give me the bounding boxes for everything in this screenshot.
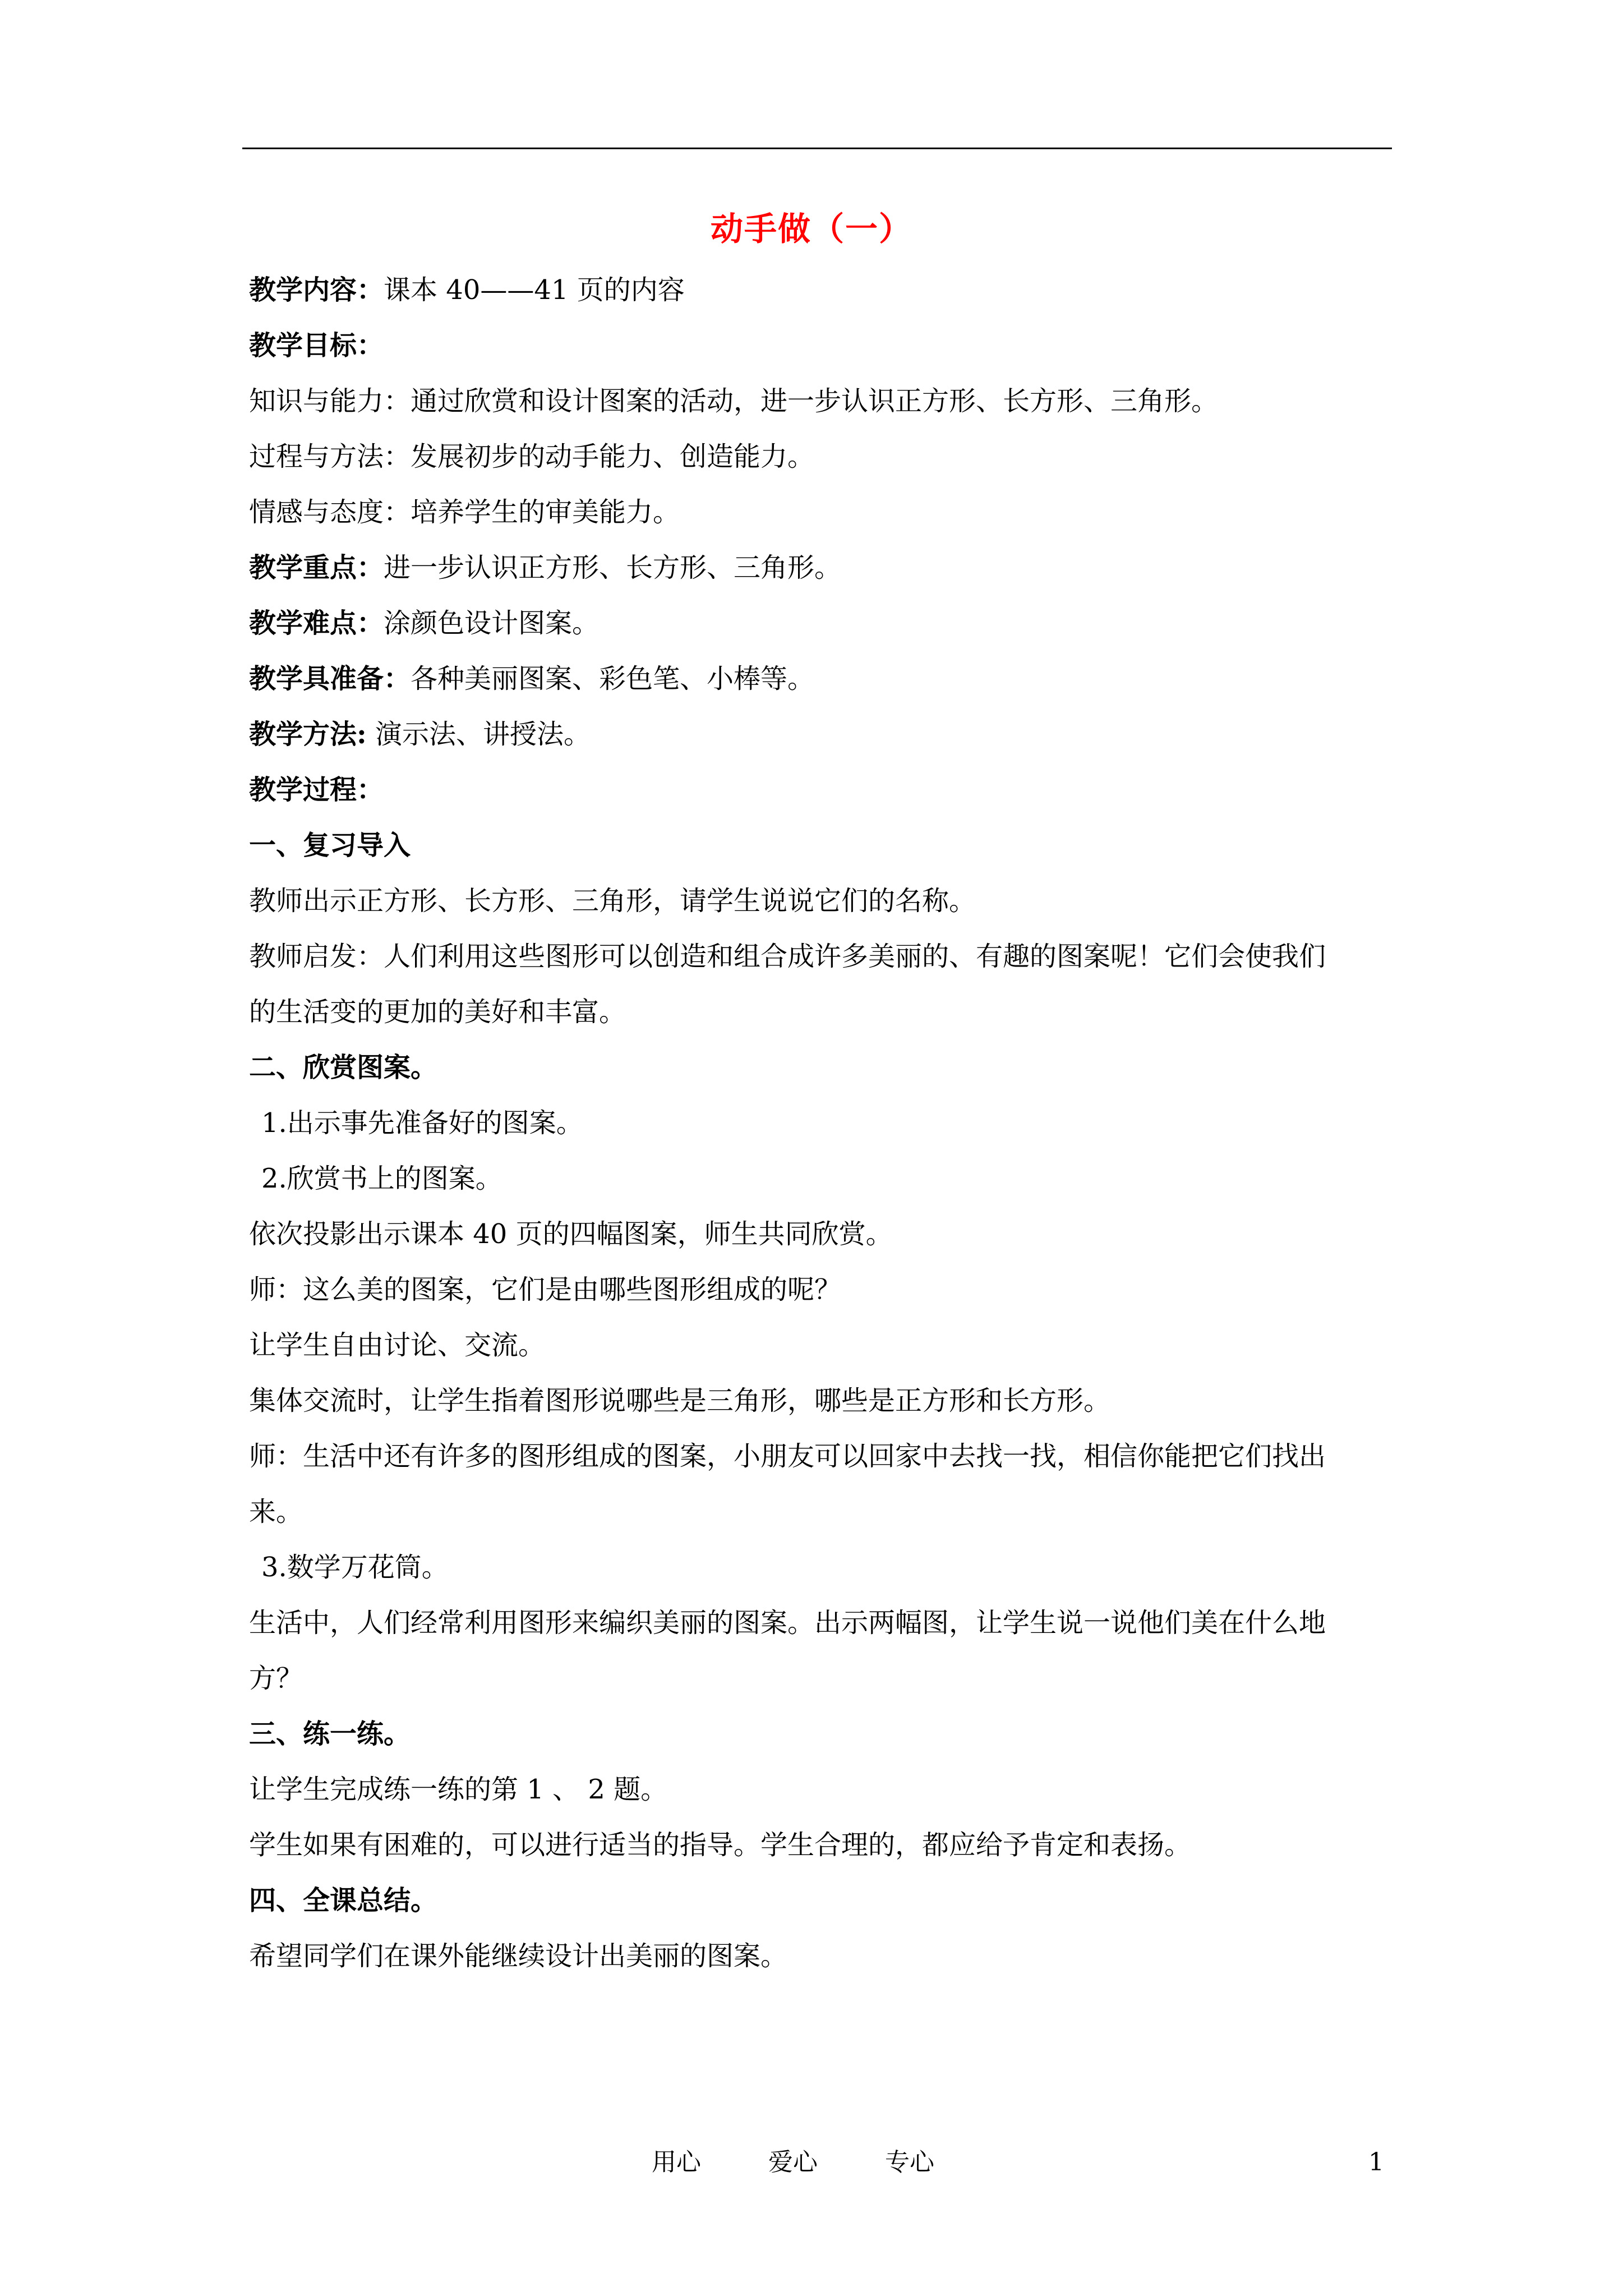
footer-motto-item: 专心	[885, 2148, 934, 2177]
teaching-content-text: 课本 40——41 页的内容	[384, 274, 685, 306]
teaching-content-line	[249, 263, 1393, 318]
paragraph: 方？	[249, 1663, 303, 1694]
footer-motto-item: 爱心	[768, 2148, 818, 2177]
document-body	[249, 263, 1393, 1984]
footer-motto-item: 用心	[652, 2148, 701, 2177]
teaching-process-heading: 教学过程：	[249, 774, 384, 806]
section-review-heading: 一、复习导入	[249, 830, 411, 861]
list-item: 3.数学万花筒。	[261, 1552, 449, 1583]
paragraph: 来。	[249, 1496, 303, 1527]
paragraph: 集体交流时，让学生指着图形说哪些是三角形，哪些是正方形和长方形。	[249, 1385, 1111, 1416]
teaching-content-label: 教学内容：	[249, 274, 384, 306]
list-item: 1.出示事先准备好的图案。	[261, 1107, 583, 1139]
paragraph: 的生活变的更加的美好和丰富。	[249, 996, 626, 1028]
difficulty-label: 教学难点：	[249, 608, 384, 639]
paragraph: 生活中，人们经常利用图形来编织美丽的图案。出示两幅图，让学生说一说他们美在什么地	[249, 1607, 1326, 1639]
method-text: 演示法、讲授法。	[375, 719, 591, 750]
paragraph: 希望同学们在课外能继续设计出美丽的图案。	[249, 1940, 788, 1972]
footer-motto	[652, 2143, 934, 2182]
paragraph: 让学生自由讨论、交流。	[249, 1329, 546, 1361]
page-number: 1	[1368, 2148, 1384, 2177]
paragraph: 让学生完成练一练的第 1 、 2 题。	[249, 1774, 668, 1805]
paragraph: 师：生活中还有许多的图形组成的图案，小朋友可以回家中去找一找，相信你能把它们找出	[249, 1441, 1326, 1472]
method-label: 教学方法:	[249, 719, 367, 750]
materials-line	[249, 651, 1393, 707]
paragraph: 教师启发：人们利用这些图形可以创造和组合成许多美丽的、有趣的图案呢！它们会使我们	[249, 941, 1326, 972]
paragraph: 学生如果有困难的，可以进行适当的指导。学生合理的，都应给予肯定和表扬。	[249, 1829, 1192, 1861]
paragraph: 依次投影出示课本 40 页的四幅图案，师生共同欣赏。	[249, 1218, 893, 1250]
list-item: 2.欣赏书上的图案。	[261, 1163, 502, 1194]
paragraph: 师：这么美的图案，它们是由哪些图形组成的呢？	[249, 1274, 842, 1305]
page-footer	[0, 2143, 1623, 2182]
method-line	[249, 707, 1393, 762]
header-rule	[242, 148, 1392, 149]
document-title: 动手做（一）	[710, 210, 912, 248]
key-points-text: 进一步认识正方形、长方形、三角形。	[384, 552, 842, 583]
difficulty-line	[249, 596, 1393, 651]
key-points-label: 教学重点：	[249, 552, 384, 583]
key-points-line	[249, 540, 1393, 596]
materials-text: 各种美丽图案、彩色笔、小棒等。	[411, 663, 815, 694]
objective-knowledge: 知识与能力：通过欣赏和设计图案的活动，进一步认识正方形、长方形、三角形。	[249, 385, 1219, 417]
difficulty-text: 涂颜色设计图案。	[384, 608, 600, 639]
section-practice-heading: 三、练一练。	[249, 1718, 411, 1750]
teaching-objectives-heading: 教学目标：	[249, 330, 384, 361]
section-appreciate-heading: 二、欣赏图案。	[249, 1052, 438, 1083]
section-summary-heading: 四、全课总结。	[249, 1885, 438, 1916]
objective-emotion: 情感与态度：培养学生的审美能力。	[249, 496, 680, 528]
objective-process: 过程与方法：发展初步的动手能力、创造能力。	[249, 441, 815, 472]
paragraph: 教师出示正方形、长方形、三角形，请学生说说它们的名称。	[249, 885, 976, 917]
materials-label: 教学具准备：	[249, 663, 411, 694]
